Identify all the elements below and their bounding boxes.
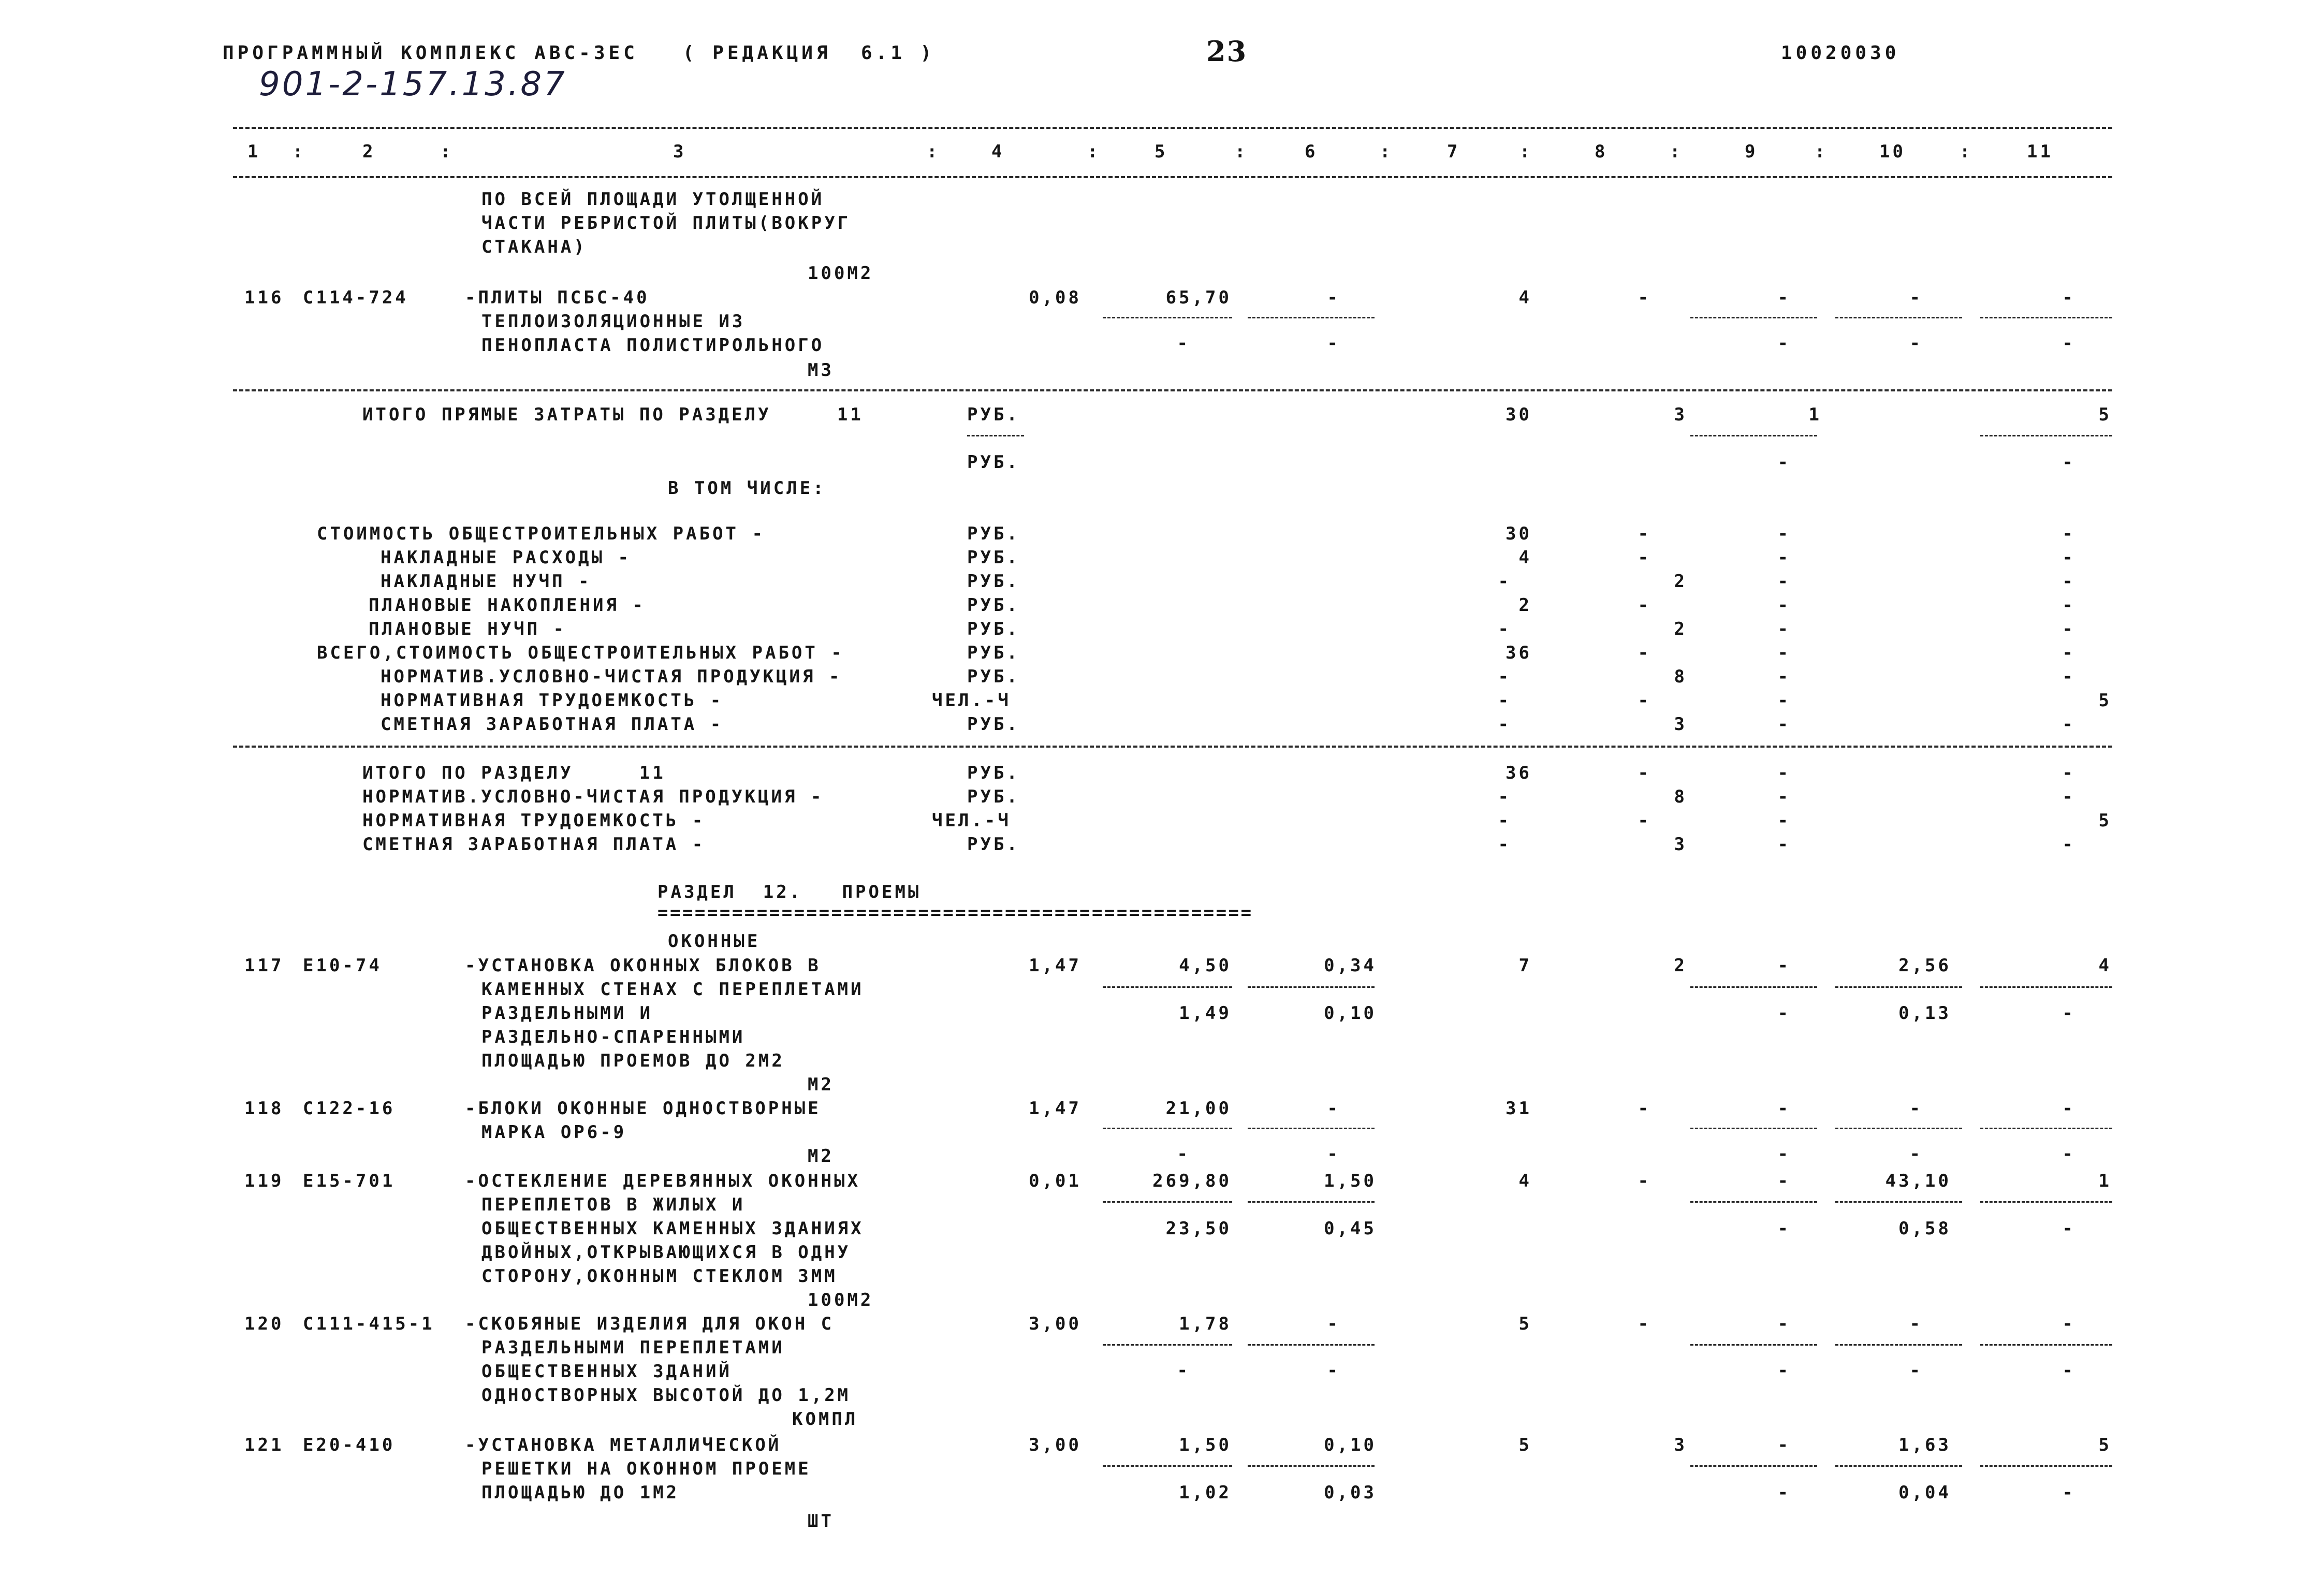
sub-rule xyxy=(1835,1344,1962,1346)
sub-rule xyxy=(1980,986,2112,988)
total-unit-sub: РУБ. xyxy=(967,452,1020,473)
cell-c11-sub: - xyxy=(2062,1482,2075,1503)
cell-c8: 3 xyxy=(1674,714,1687,735)
cell-c7: - xyxy=(1498,619,1511,639)
cell-c7: 36 xyxy=(1506,763,1532,783)
cell-c9: - xyxy=(1777,619,1791,639)
cell-c6-sub: - xyxy=(1327,333,1340,354)
total-unit: ЧЕЛ.-Ч xyxy=(932,810,1011,831)
col-1: 1 xyxy=(247,141,261,162)
total-unit: РУБ. xyxy=(967,786,1020,807)
sub-rule xyxy=(1248,1344,1375,1346)
cell-c9-sub: - xyxy=(1777,452,1791,473)
cell-c9: - xyxy=(1777,690,1791,711)
cell-c11: - xyxy=(2062,834,2075,855)
sub-rule xyxy=(1980,435,2112,436)
sub-rule xyxy=(1690,1465,1817,1467)
cell-c6: - xyxy=(1327,1314,1340,1334)
col-5: 5 xyxy=(1154,141,1168,162)
cell-c6-sub: 0,03 xyxy=(1324,1482,1377,1503)
sub-rule xyxy=(1690,1128,1817,1129)
top-rule xyxy=(233,127,2112,129)
row-description: КАМЕННЫХ СТЕНАХ С ПЕРЕПЛЕТАМИ xyxy=(481,979,864,1000)
cell-c6-sub: - xyxy=(1327,1360,1340,1381)
cell-c8: - xyxy=(1638,1098,1651,1119)
row-unit: КОМПЛ xyxy=(792,1409,858,1429)
cell-c4: 1,47 xyxy=(1029,955,1081,976)
col-9: 9 xyxy=(1745,141,1758,162)
sub-rule xyxy=(1103,986,1232,988)
cost-label: НОРМАТИВНАЯ ТРУДОЕМКОСТЬ - xyxy=(381,690,724,711)
col-3: 3 xyxy=(673,141,686,162)
cell-c8: 3 xyxy=(1674,1435,1687,1455)
cost-unit: РУБ. xyxy=(967,714,1020,735)
row-number: 117 xyxy=(244,955,284,976)
cell-c9-sub: - xyxy=(1777,1144,1791,1164)
cell-c7: 4 xyxy=(1518,287,1532,308)
cell-c9: - xyxy=(1777,287,1791,308)
row-description: ПЕНОПЛАСТА ПОЛИСТИРОЛЬНОГО xyxy=(481,335,825,356)
row-number: 121 xyxy=(244,1435,284,1455)
cell-c7: - xyxy=(1498,666,1511,687)
row-description: ПЛОЩАДЬЮ ДО 1М2 xyxy=(481,1482,680,1503)
cell-c11: - xyxy=(2062,763,2075,783)
row-description: СТОРОНУ,ОКОННЫМ СТЕКЛОМ 3ММ xyxy=(481,1266,838,1287)
cell-c7: 5 xyxy=(1518,1435,1532,1455)
col-8: 8 xyxy=(1595,141,1608,162)
sub-rule xyxy=(1835,1201,1962,1203)
cell-c8: 3 xyxy=(1674,834,1687,855)
sub-rule xyxy=(1103,1465,1232,1467)
cell-c11: 5 xyxy=(2098,404,2112,425)
cell-c10: - xyxy=(1909,287,1923,308)
cost-label: НОРМАТИВ.УСЛОВНО-ЧИСТАЯ ПРОДУКЦИЯ - xyxy=(381,666,842,687)
sub-rule xyxy=(1980,317,2112,318)
cell-c8: 2 xyxy=(1674,955,1687,976)
sub-rule xyxy=(1835,986,1962,988)
cell-c11: - xyxy=(2062,643,2075,663)
cell-c11: 1 xyxy=(2098,1171,2112,1191)
cell-c10: - xyxy=(1909,1098,1923,1119)
cost-unit: РУБ. xyxy=(967,523,1020,544)
row-description: ОБЩЕСТВЕННЫХ КАМЕННЫХ ЗДАНИЯХ xyxy=(481,1218,864,1239)
cost-label: ВСЕГО,СТОИМОСТЬ ОБЩЕСТРОИТЕЛЬНЫХ РАБОТ - xyxy=(317,643,844,663)
cell-c4: 3,00 xyxy=(1029,1314,1081,1334)
document-code: 10020030 xyxy=(1781,42,1900,64)
sub-rule xyxy=(1248,986,1375,988)
cell-c11: - xyxy=(2062,714,2075,735)
cell-c7: - xyxy=(1498,834,1511,855)
row-unit: М2 xyxy=(808,1074,834,1095)
cell-c7: - xyxy=(1498,690,1511,711)
cost-unit: ЧЕЛ.-Ч xyxy=(932,690,1011,711)
cell-c5-sub: - xyxy=(1177,333,1190,354)
cell-c9: - xyxy=(1777,786,1791,807)
row-description: ПЛОЩАДЬЮ ПРОЕМОВ ДО 2М2 xyxy=(481,1051,785,1071)
row-number: 118 xyxy=(244,1098,284,1119)
row-description: -БЛОКИ ОКОННЫЕ ОДНОСТВОРНЫЕ xyxy=(465,1098,821,1119)
row-description: ДВОЙНЫХ,ОТКРЫВАЮЩИХСЯ В ОДНУ xyxy=(481,1242,851,1263)
cell-c7: 5 xyxy=(1518,1314,1532,1334)
row-description: -УСТАНОВКА ОКОННЫХ БЛОКОВ В xyxy=(465,955,821,976)
cell-c8: 3 xyxy=(1674,404,1687,425)
cell-c7: - xyxy=(1498,810,1511,831)
col-sep: : xyxy=(1087,141,1101,162)
cell-c9: - xyxy=(1777,595,1791,616)
cell-c11: - xyxy=(2062,595,2075,616)
cost-unit: РУБ. xyxy=(967,595,1020,616)
cell-c10-sub: - xyxy=(1909,1360,1923,1381)
cell-c9: - xyxy=(1777,763,1791,783)
section-rule xyxy=(233,746,2112,748)
cell-c5-sub: 1,49 xyxy=(1179,1003,1232,1024)
cell-c8: - xyxy=(1638,690,1651,711)
col-sep: : xyxy=(1960,141,1973,162)
cell-c9: - xyxy=(1777,643,1791,663)
sub-rule xyxy=(1690,435,1817,436)
cell-c5: 1,78 xyxy=(1179,1314,1232,1334)
col-sep: : xyxy=(1380,141,1393,162)
cell-c8: - xyxy=(1638,643,1651,663)
cell-c9-sub: - xyxy=(1777,1482,1791,1503)
sub-rule xyxy=(1835,1465,1962,1467)
sub-rule xyxy=(1980,1201,2112,1203)
sub-rule xyxy=(1248,317,1375,318)
col-10: 10 xyxy=(1879,141,1906,162)
cell-c9: - xyxy=(1777,666,1791,687)
col-sep: : xyxy=(293,141,306,162)
cell-c6-sub: 0,45 xyxy=(1324,1218,1377,1239)
sub-rule xyxy=(1248,1201,1375,1203)
cell-c5: 21,00 xyxy=(1165,1098,1232,1119)
row-code: Е15-701 xyxy=(303,1171,396,1191)
cell-c5: 65,70 xyxy=(1165,287,1232,308)
sub-rule xyxy=(1248,1128,1375,1129)
cell-c10-sub: - xyxy=(1909,333,1923,354)
row-code: Е10-74 xyxy=(303,955,382,976)
cell-c11-sub: - xyxy=(2062,1218,2075,1239)
cell-c4: 1,47 xyxy=(1029,1098,1081,1119)
cell-c11: 5 xyxy=(2098,690,2112,711)
col-sep: : xyxy=(1235,141,1248,162)
row-unit: М2 xyxy=(808,1146,834,1166)
cell-c8: - xyxy=(1638,1314,1651,1334)
cost-label: НАКЛАДНЫЕ НУЧП - xyxy=(381,571,592,592)
cell-c9: - xyxy=(1777,834,1791,855)
continued-description: ПО ВСЕЙ ПЛОЩАДИ УТОЛЩЕННОЙ xyxy=(481,189,825,210)
row-unit: 100М2 xyxy=(808,1290,874,1310)
total-label: ИТОГО ПРЯМЫЕ ЗАТРАТЫ ПО РАЗДЕЛУ 11 xyxy=(362,404,864,425)
cell-c5: 1,50 xyxy=(1179,1435,1232,1455)
row-description: -УСТАНОВКА МЕТАЛЛИЧЕСКОЙ xyxy=(465,1435,782,1455)
cell-c11: - xyxy=(2062,287,2075,308)
cell-c11: - xyxy=(2062,666,2075,687)
row-description: -ПЛИТЫ ПСБС-40 xyxy=(465,287,650,308)
sub-rule xyxy=(1980,1465,2112,1467)
cell-c6-sub: - xyxy=(1327,1144,1340,1164)
cell-c8: - xyxy=(1638,523,1651,544)
cell-c7: - xyxy=(1498,571,1511,592)
sub-rule xyxy=(1103,1201,1232,1203)
row-description: ОБЩЕСТВЕННЫХ ЗДАНИЙ xyxy=(481,1361,732,1382)
sub-rule xyxy=(1248,1465,1375,1467)
sub-rule xyxy=(1103,317,1232,318)
cell-c8: - xyxy=(1638,595,1651,616)
cell-c11: 5 xyxy=(2098,810,2112,831)
section-12-underline: ================================================ xyxy=(657,902,1253,923)
total-unit: РУБ. xyxy=(967,763,1020,783)
col-sep: : xyxy=(1519,141,1533,162)
cell-c4: 3,00 xyxy=(1029,1435,1081,1455)
cell-c11: 4 xyxy=(2098,955,2112,976)
cell-c9: - xyxy=(1777,523,1791,544)
cell-c7: 30 xyxy=(1506,404,1532,425)
cell-c11-sub: - xyxy=(2062,333,2075,354)
col-6: 6 xyxy=(1305,141,1318,162)
row-description: РАЗДЕЛЬНЫМИ И xyxy=(481,1003,653,1024)
cost-unit: РУБ. xyxy=(967,571,1020,592)
cell-c11: - xyxy=(2062,547,2075,568)
cell-c10-sub: - xyxy=(1909,1144,1923,1164)
cell-c9: 1 xyxy=(1808,404,1822,425)
cell-c6: 1,50 xyxy=(1324,1171,1377,1191)
cell-c10: 1,63 xyxy=(1898,1435,1951,1455)
cell-c8: 2 xyxy=(1674,571,1687,592)
cell-c5: 269,80 xyxy=(1152,1171,1232,1191)
sub-rule xyxy=(1103,1128,1232,1129)
row-code: Е20-410 xyxy=(303,1435,396,1455)
cell-c9: - xyxy=(1777,955,1791,976)
row-number: 119 xyxy=(244,1171,284,1191)
cell-c9: - xyxy=(1777,1314,1791,1334)
row-description: РАЗДЕЛЬНО-СПАРЕННЫМИ xyxy=(481,1027,746,1047)
continued-description: ЧАСТИ РЕБРИСТОЙ ПЛИТЫ(ВОКРУГ xyxy=(481,213,851,234)
cell-c11: - xyxy=(2062,571,2075,592)
section-12-subtitle: ОКОННЫЕ xyxy=(668,931,761,952)
cell-c7: 30 xyxy=(1506,523,1532,544)
sub-rule xyxy=(1690,1344,1817,1346)
cell-c11-sub: - xyxy=(2062,452,2075,473)
row-description: ПЕРЕПЛЕТОВ В ЖИЛЫХ И xyxy=(481,1194,746,1215)
sub-rule xyxy=(967,435,1024,436)
cell-c11: - xyxy=(2062,619,2075,639)
cell-c10: 2,56 xyxy=(1898,955,1951,976)
col-2: 2 xyxy=(362,141,376,162)
total-label: НОРМАТИВ.УСЛОВНО-ЧИСТАЯ ПРОДУКЦИЯ - xyxy=(362,786,824,807)
cell-c4: 0,08 xyxy=(1029,287,1081,308)
col-11: 11 xyxy=(2027,141,2053,162)
cell-c7: - xyxy=(1498,714,1511,735)
cell-c9: - xyxy=(1777,571,1791,592)
col-4: 4 xyxy=(991,141,1005,162)
row-description: ОДНОСТВОРНЫХ ВЫСОТОЙ ДО 1,2М xyxy=(481,1385,851,1406)
cell-c11-sub: - xyxy=(2062,1144,2075,1164)
cell-c7: 7 xyxy=(1518,955,1532,976)
cell-c7: 2 xyxy=(1518,595,1532,616)
row-code: С114-724 xyxy=(303,287,408,308)
cell-c11: - xyxy=(2062,786,2075,807)
cell-c5-sub: - xyxy=(1177,1360,1190,1381)
continued-description: СТАКАНА) xyxy=(481,237,587,257)
row-description: РАЗДЕЛЬНЫМИ ПЕРЕПЛЕТАМИ xyxy=(481,1337,785,1358)
cell-c9-sub: - xyxy=(1777,1218,1791,1239)
col-7: 7 xyxy=(1447,141,1460,162)
cell-c10-sub: 0,58 xyxy=(1898,1218,1951,1239)
cost-label: ПЛАНОВЫЕ НАКОПЛЕНИЯ - xyxy=(369,595,646,616)
cell-c10-sub: 0,13 xyxy=(1898,1003,1951,1024)
cell-c9: - xyxy=(1777,547,1791,568)
row-code: С122-16 xyxy=(303,1098,396,1119)
col-sep: : xyxy=(1815,141,1828,162)
cell-c10: - xyxy=(1909,1314,1923,1334)
cell-c8: - xyxy=(1638,1171,1651,1191)
cell-c6: - xyxy=(1327,287,1340,308)
row-description: -ОСТЕКЛЕНИЕ ДЕРЕВЯННЫХ ОКОННЫХ xyxy=(465,1171,861,1191)
cost-unit: РУБ. xyxy=(967,547,1020,568)
cell-c11: 5 xyxy=(2098,1435,2112,1455)
in-that-number-heading: В ТОМ ЧИСЛЕ: xyxy=(668,478,826,499)
cost-label: ПЛАНОВЫЕ НУЧП - xyxy=(369,619,567,639)
total-unit: РУБ. xyxy=(967,834,1020,855)
sub-rule xyxy=(1690,986,1817,988)
header-bottom-rule xyxy=(233,176,2112,178)
sub-rule xyxy=(1835,317,1962,318)
row-description: -СКОБЯНЫЕ ИЗДЕЛИЯ ДЛЯ ОКОН С xyxy=(465,1314,835,1334)
col-sep: : xyxy=(440,141,454,162)
row-unit: М3 xyxy=(808,360,834,381)
row-description: МАРКА ОР6-9 xyxy=(481,1122,627,1143)
cell-c5-sub: - xyxy=(1177,1144,1190,1164)
cell-c9: - xyxy=(1777,1098,1791,1119)
cell-c8: - xyxy=(1638,763,1651,783)
cell-c10-sub: 0,04 xyxy=(1898,1482,1951,1503)
cell-c11: - xyxy=(2062,1314,2075,1334)
cell-c9-sub: - xyxy=(1777,333,1791,354)
total-label: СМЕТНАЯ ЗАРАБОТНАЯ ПЛАТА - xyxy=(362,834,706,855)
cell-c8: 2 xyxy=(1674,619,1687,639)
sub-rule xyxy=(1103,1344,1232,1346)
sub-rule xyxy=(1835,1128,1962,1129)
cost-label: НАКЛАДНЫЕ РАСХОДЫ - xyxy=(381,547,631,568)
row-number: 120 xyxy=(244,1314,284,1334)
cost-unit: РУБ. xyxy=(967,666,1020,687)
row-number: 116 xyxy=(244,287,284,308)
cost-label: СТОИМОСТЬ ОБЩЕСТРОИТЕЛЬНЫХ РАБОТ - xyxy=(317,523,765,544)
sub-rule xyxy=(1690,317,1817,318)
cell-c7: 36 xyxy=(1506,643,1532,663)
cell-c9-sub: - xyxy=(1777,1003,1791,1024)
cell-c7: 4 xyxy=(1518,1171,1532,1191)
cost-label: СМЕТНАЯ ЗАРАБОТНАЯ ПЛАТА - xyxy=(381,714,724,735)
cell-c7: - xyxy=(1498,786,1511,807)
cell-c11-sub: - xyxy=(2062,1360,2075,1381)
continued-unit: 100М2 xyxy=(808,263,874,284)
sub-rule xyxy=(1980,1344,2112,1346)
total-unit: РУБ. xyxy=(967,404,1020,425)
cell-c11: - xyxy=(2062,523,2075,544)
cell-c9: - xyxy=(1777,714,1791,735)
cell-c5-sub: 1,02 xyxy=(1179,1482,1232,1503)
cell-c6: - xyxy=(1327,1098,1340,1119)
cell-c8: 8 xyxy=(1674,786,1687,807)
page-number: 23 xyxy=(1206,35,1248,68)
sub-rule xyxy=(1980,1128,2112,1129)
cell-c11: - xyxy=(2062,1098,2075,1119)
row-unit: ШТ xyxy=(808,1511,834,1531)
cell-c8: 8 xyxy=(1674,666,1687,687)
section-12-title: РАЗДЕЛ 12. ПРОЕМЫ xyxy=(657,882,922,902)
cost-unit: РУБ. xyxy=(967,643,1020,663)
col-sep: : xyxy=(1670,141,1683,162)
cell-c4: 0,01 xyxy=(1029,1171,1081,1191)
cell-c10: 43,10 xyxy=(1885,1171,1951,1191)
cell-c5: 4,50 xyxy=(1179,955,1232,976)
cell-c9-sub: - xyxy=(1777,1360,1791,1381)
cell-c8: - xyxy=(1638,547,1651,568)
handwritten-code: 901-2-157.13.87 xyxy=(259,65,567,104)
row-description: ТЕПЛОИЗОЛЯЦИОННЫЕ ИЗ xyxy=(481,311,746,332)
row-code: С111-415-1 xyxy=(303,1314,435,1334)
cell-c9: - xyxy=(1777,1171,1791,1191)
cost-unit: РУБ. xyxy=(967,619,1020,639)
section-rule xyxy=(233,389,2112,391)
cell-c8: - xyxy=(1638,810,1651,831)
total-label: НОРМАТИВНАЯ ТРУДОЕМКОСТЬ - xyxy=(362,810,706,831)
cell-c11-sub: - xyxy=(2062,1003,2075,1024)
cell-c9: - xyxy=(1777,810,1791,831)
cell-c6: 0,10 xyxy=(1324,1435,1377,1455)
col-sep: : xyxy=(927,141,940,162)
sub-rule xyxy=(1690,1201,1817,1203)
cell-c9: - xyxy=(1777,1435,1791,1455)
cell-c8: - xyxy=(1638,287,1651,308)
cell-c5-sub: 23,50 xyxy=(1165,1218,1232,1239)
total-label: ИТОГО ПО РАЗДЕЛУ 11 xyxy=(362,763,666,783)
cell-c7: 4 xyxy=(1518,547,1532,568)
cell-c6-sub: 0,10 xyxy=(1324,1003,1377,1024)
program-header: ПРОГРАММНЫЙ КОМПЛЕКС АВС-ЗЕС ( РЕДАКЦИЯ 6.1 ) xyxy=(223,42,936,64)
cell-c6: 0,34 xyxy=(1324,955,1377,976)
cell-c7: 31 xyxy=(1506,1098,1532,1119)
row-description: РЕШЕТКИ НА ОКОННОМ ПРОЕМЕ xyxy=(481,1458,811,1479)
